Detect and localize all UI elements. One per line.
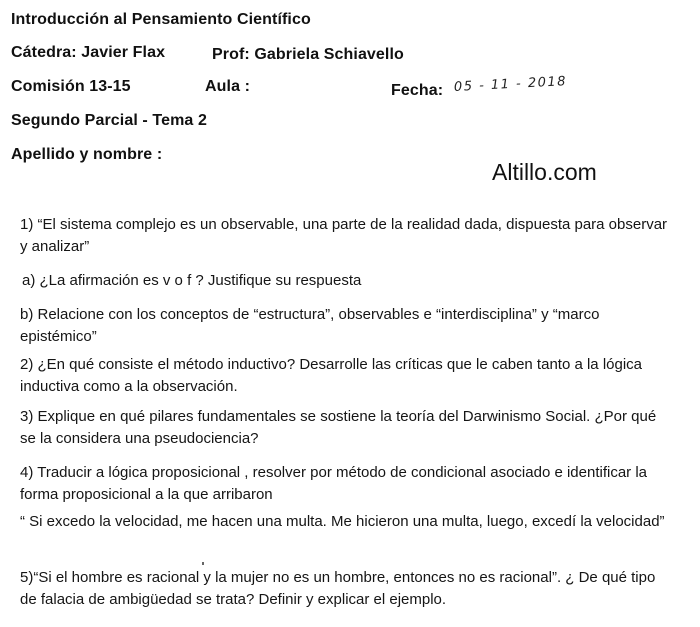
fecha-label: Fecha: bbox=[391, 82, 444, 99]
comision-label: Comisión 13-15 bbox=[11, 78, 131, 95]
question-1a: a) ¿La afirmación es v o f ? Justifique su respuesta bbox=[22, 272, 362, 289]
question-3: 3) Explique en qué pilares fundamentales se sostiene la teoría del Darwinismo Social. ¿Por qué se la considera una pseudociencia? bbox=[20, 408, 657, 447]
stray-mark bbox=[202, 562, 204, 565]
question-1: 1) “El sistema complejo es un observable, una parte de la realidad dada, dispuesta para observar y analizar” bbox=[20, 216, 668, 255]
course-title: Introducción al Pensamiento Científico bbox=[11, 11, 311, 28]
aula-label: Aula : bbox=[205, 78, 251, 95]
question-4: 4) Traducir a lógica proposicional , resolver por método de condicional asociado e identificar la forma proposicional a la que arribaron bbox=[20, 464, 648, 503]
question-4-statement: “ Si excedo la velocidad, me hacen una multa. Me hicieron una multa, luego, excedí la velocidad” bbox=[20, 513, 665, 530]
catedra-label: Cátedra: Javier Flax bbox=[11, 44, 166, 61]
watermark-text: Altillo.com bbox=[492, 159, 597, 185]
question-1b: b) Relacione con los conceptos de “estructura”, observables e “interdisciplina” y “marco epistémico” bbox=[20, 306, 600, 345]
exam-title: Segundo Parcial - Tema 2 bbox=[11, 112, 207, 129]
question-5: 5)“Si el hombre es racional y la mujer no es un hombre, entonces no es racional”. ¿ De qué tipo de falacia de ambigüedad se trata? Definir y explicar el ejemplo. bbox=[20, 569, 656, 608]
question-2: 2) ¿En qué consiste el método inductivo? Desarrolle las críticas que le caben tanto a la lógica inductiva como a la observación. bbox=[20, 356, 643, 395]
fecha-handwritten-value: 05 - 11 - 2018 bbox=[453, 74, 568, 95]
apellido-nombre-label: Apellido y nombre : bbox=[11, 146, 163, 163]
professor-label: Prof: Gabriela Schiavello bbox=[212, 46, 404, 63]
